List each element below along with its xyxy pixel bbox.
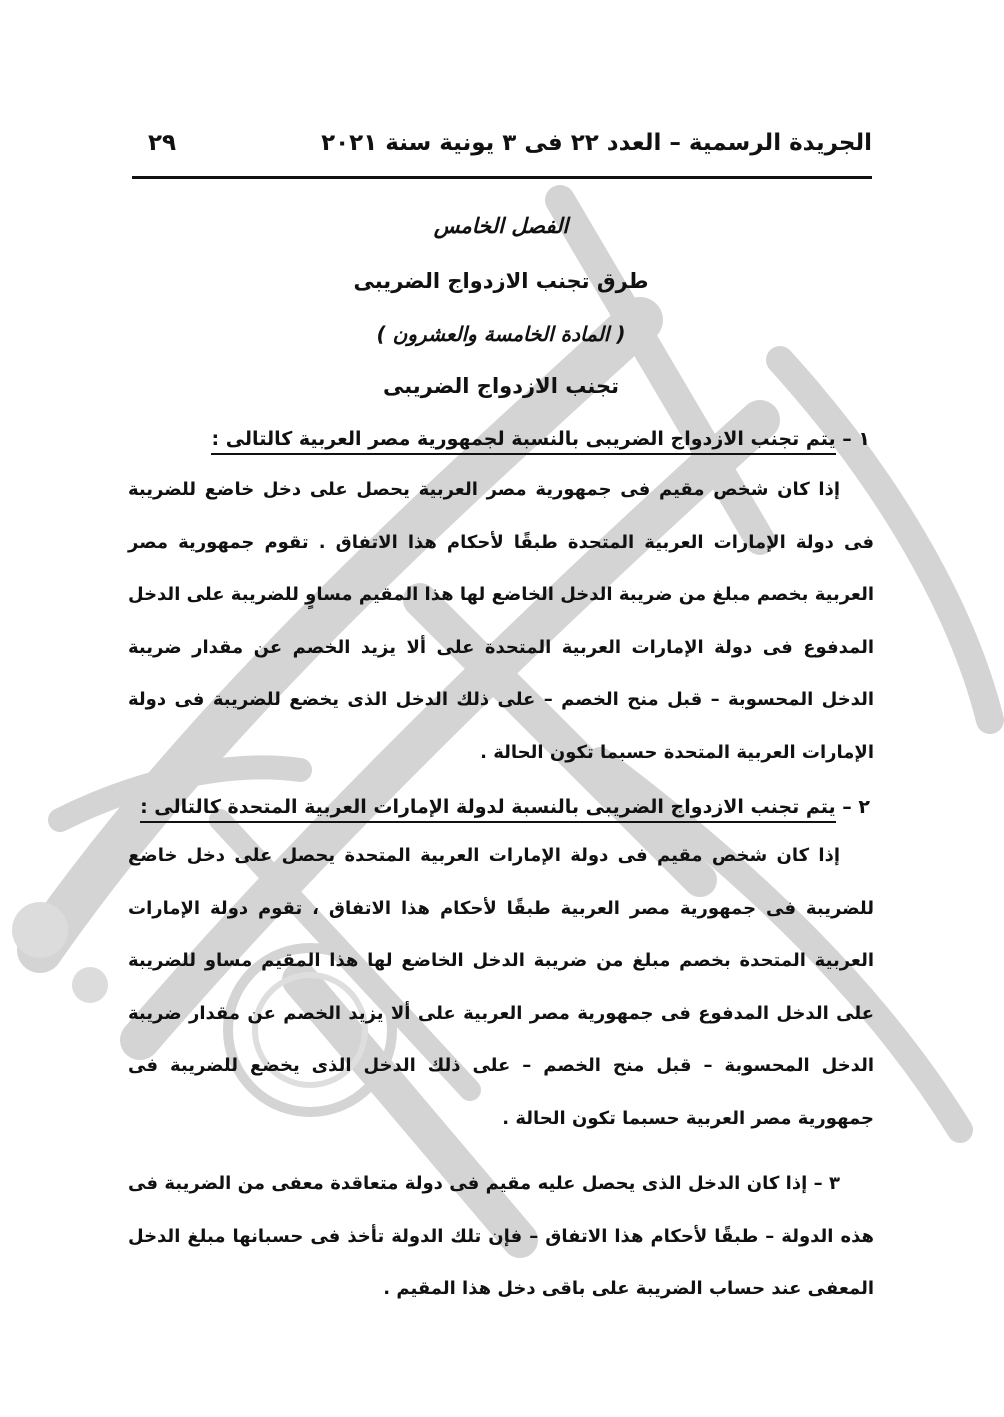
watermark-dot: [12, 902, 68, 958]
clause-2-body: إذا كان شخص مقيم فى دولة الإمارات العربية المتحدة يحصل على دخل خاضع للضريبة فى جمهورية مصر العربية طبقًا لأحكام هذا الاتفاق ، تقوم دولة الإمارات العربية المتحدة بخصم مبلغ من ضريبة الدخل الخاضع لها هذا المقيم مساو للضريبة على الدخل المدفوع فى جمهورية مصر العربية على ألا يزيد الخصم عن مقدار ضريبة الدخل المحسوبة – قبل منح الخصم – على ذلك الدخل الذى يخضع للضريبة فى جمهورية مصر العربية حسبما تكون الحالة .: [128, 845, 874, 1129]
clause-1-heading: [211, 428, 870, 450]
article-subtitle: تجنب الازدواج الضريبى: [382, 374, 620, 398]
clause-2-number: ٢ –: [842, 796, 870, 818]
clause-1-number: ١ –: [842, 428, 870, 450]
clause-1-body: إذا كان شخص مقيم فى جمهورية مصر العربية يحصل على دخل خاضع للضريبة فى دولة الإمارات العربية المتحدة طبقًا لأحكام هذا الاتفاق . تقوم جمهورية مصر العربية بخصم مبلغ من ضريبة الدخل الخاضع لها هذا المقيم مساوٍ للضريبة على الدخل المدفوع فى دولة الإمارات العربية المتحدة على ألا يزيد الخصم عن مقدار ضريبة الدخل المحسوبة – قبل منح الخصم – على ذلك الدخل الذى يخضع للضريبة فى دولة الإمارات العربية المتحدة حسبما تكون الحالة .: [128, 479, 874, 763]
clause-2-heading-text: يتم تجنب الازدواج الضريبى بالنسبة لدولة الإمارات العربية المتحدة كالتالى :: [140, 796, 836, 823]
gazette-title: الجريدة الرسمية – العدد ٢٢ فى ٣ يونية سنة ٢٠٢١: [321, 130, 872, 156]
watermark-dot: [72, 967, 108, 1003]
chapter-title: الفصل الخامس: [433, 214, 569, 238]
page-number: ٢٩: [148, 130, 177, 156]
clause-2-heading: [140, 796, 870, 818]
section-title: طرق تجنب الازدواج الضريبى: [353, 269, 649, 293]
clause-3-body: ٣ – إذا كان الدخل الذى يحصل عليه مقيم فى دولة متعاقدة معفى من الضريبة فى هذه الدولة – طبقًا لأحكام هذا الاتفاق – فإن تلك الدولة تأخذ فى حسبانها مبلغ الدخل المعفى عند حساب الضريبة على باقى دخل هذا المقيم .: [128, 1173, 874, 1300]
header-divider: [132, 176, 872, 179]
article-title: ( المادة الخامسة والعشرون ): [376, 322, 626, 346]
clause-1-heading-text: يتم تجنب الازدواج الضريبى بالنسبة لجمهورية مصر العربية كالتالى :: [211, 428, 835, 455]
page-header: [130, 128, 872, 172]
